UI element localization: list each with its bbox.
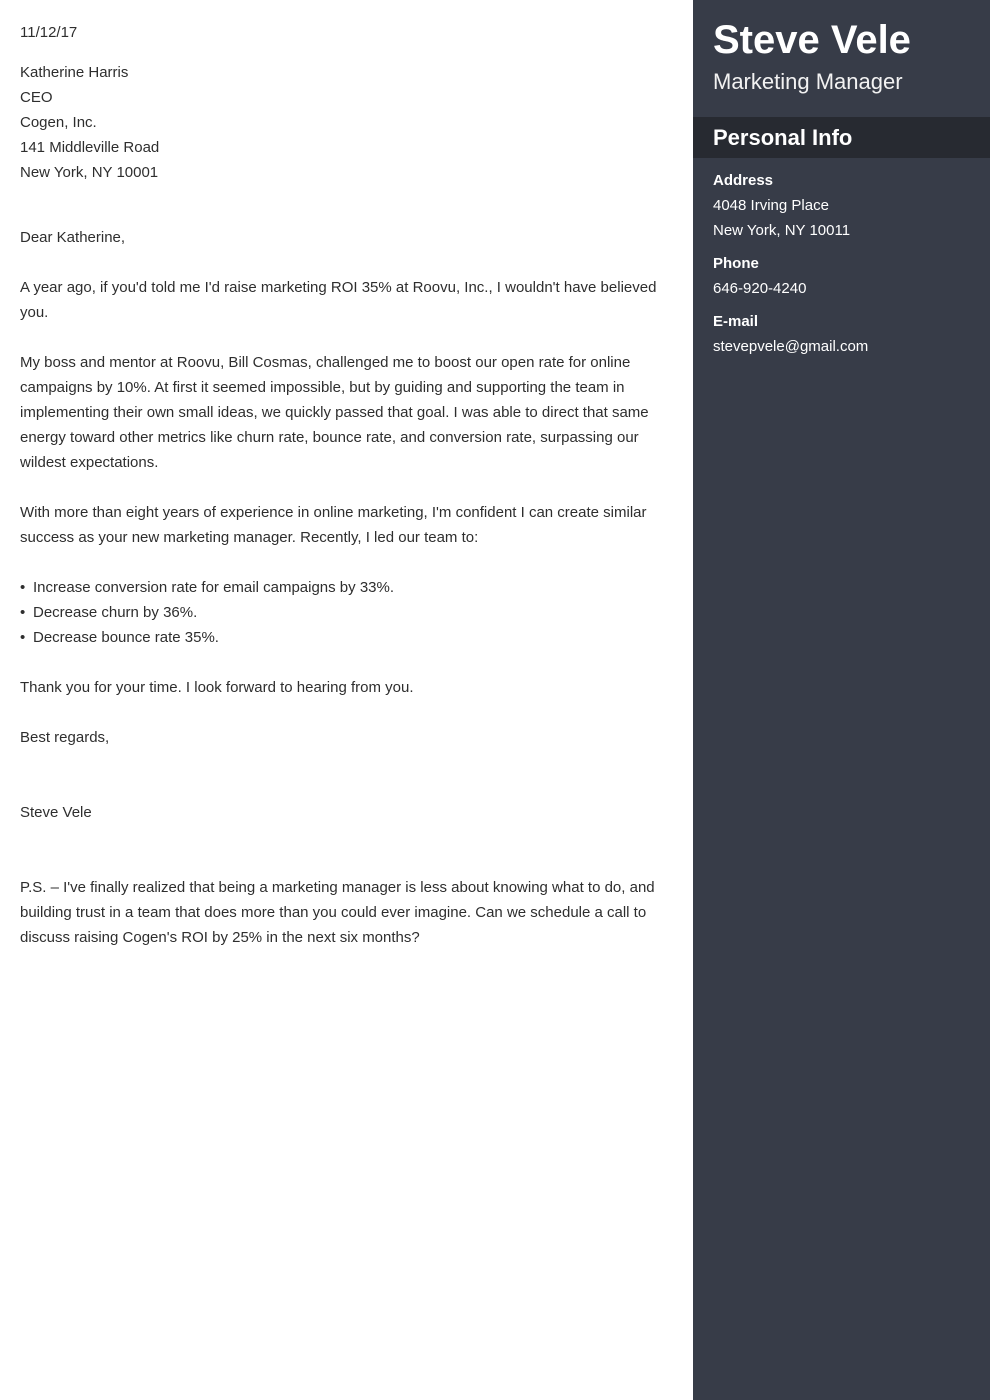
- signature: Steve Vele: [20, 804, 92, 821]
- email-label: E-mail: [713, 313, 759, 330]
- applicant-job-title: Marketing Manager: [713, 69, 903, 94]
- address-block: [713, 168, 970, 243]
- address-line-2: New York, NY 10011: [713, 222, 851, 239]
- postscript: P.S. – I've finally realized that being a marketing manager is less about knowing what to do, and building trust in a team that does more than you could ever imagine. Can we schedule a call to discuss raising Cogen's ROI by 25% in the next six months?: [20, 879, 655, 946]
- list-item: • Decrease churn by 36%.: [20, 600, 673, 625]
- recipient-company: Cogen, Inc.: [20, 114, 97, 131]
- achievements-list: [20, 575, 673, 650]
- recipient-name: Katherine Harris: [20, 64, 129, 81]
- address-label: Address: [713, 172, 774, 189]
- paragraph-intro: A year ago, if you'd told me I'd raise marketing ROI 35% at Roovu, Inc., I wouldn't have believed you.: [20, 279, 657, 321]
- recipient-title: CEO: [20, 89, 53, 106]
- recipient-street: 141 Middleville Road: [20, 139, 160, 156]
- list-item: • Increase conversion rate for email campaigns by 33%.: [20, 575, 673, 600]
- paragraph-story: My boss and mentor at Roovu, Bill Cosmas, challenged me to boost our open rate for online campaigns by 10%. At first it seemed impossible, but by guiding and supporting the team in implementing their own small ideas, we quickly passed that goal. I was able to direct that same energy toward other metrics like churn rate, bounce rate, and conversion rate, surpassing our wildest expectations.: [20, 354, 649, 471]
- email-block: [713, 309, 970, 359]
- list-item: • Decrease bounce rate 35%.: [20, 625, 673, 650]
- paragraph-thanks: Thank you for your time. I look forward to hearing from you.: [20, 679, 414, 696]
- sidebar: [693, 0, 990, 1400]
- applicant-name: Steve Vele: [713, 18, 911, 62]
- personal-info: [693, 158, 990, 359]
- closing: Best regards,: [20, 729, 110, 746]
- email-value: stevepvele@gmail.com: [713, 338, 869, 355]
- phone-value: 646-920-4240: [713, 280, 807, 297]
- letter-date: 11/12/17: [20, 24, 78, 41]
- recipient-block: [20, 60, 673, 185]
- phone-block: [713, 251, 970, 301]
- paragraph-experience: With more than eight years of experience in online marketing, I'm confident I can create similar success as your new marketing manager. Recently, I led our team to:: [20, 504, 647, 546]
- address-line-1: 4048 Irving Place: [713, 197, 829, 214]
- greeting: Dear Katherine,: [20, 229, 126, 246]
- personal-info-header: Personal Info: [693, 117, 990, 158]
- recipient-city: New York, NY 10001: [20, 164, 159, 181]
- phone-label: Phone: [713, 255, 759, 272]
